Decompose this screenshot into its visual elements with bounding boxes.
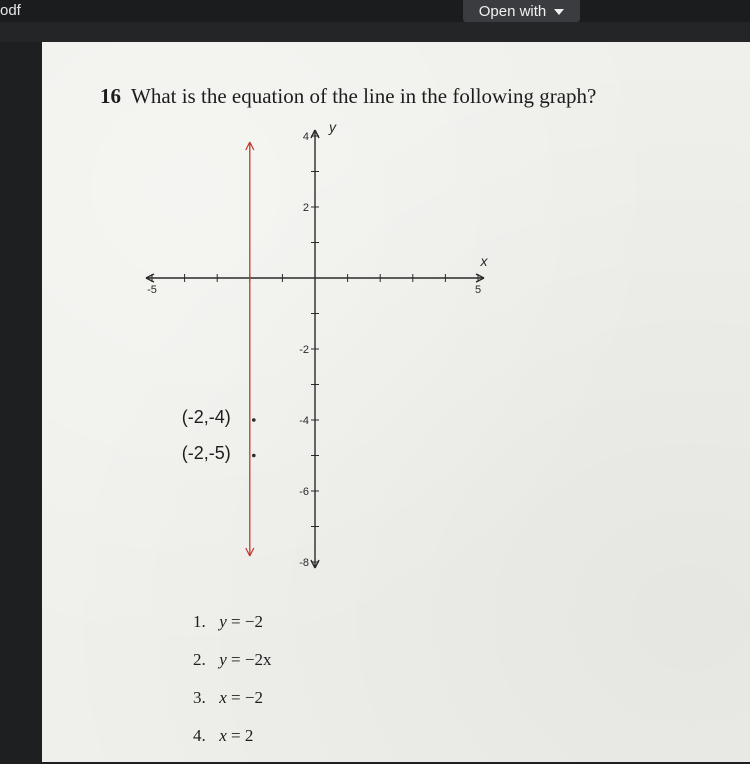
choice-number: 1. bbox=[193, 612, 206, 631]
open-with-label: Open with bbox=[478, 2, 547, 20]
choice-variable: x bbox=[219, 688, 227, 707]
y-axis-label: y bbox=[329, 119, 336, 135]
question-text: What is the equation of the line in the following graph? bbox=[131, 84, 597, 108]
answer-choice[interactable] bbox=[193, 650, 271, 688]
y-tick-label: 4 bbox=[302, 131, 309, 143]
choice-expression: = 2 bbox=[226, 726, 254, 745]
choice-expression: = −2 bbox=[226, 612, 263, 631]
question-number: 16 bbox=[100, 84, 121, 108]
answer-choice[interactable] bbox=[193, 612, 271, 650]
y-tick-label: -4 bbox=[299, 415, 309, 427]
choice-number: 3. bbox=[193, 688, 206, 707]
answer-choice[interactable] bbox=[193, 726, 271, 764]
x-tick-label: -5 bbox=[147, 284, 157, 296]
choice-expression: = −2x bbox=[226, 650, 272, 669]
data-point bbox=[252, 418, 256, 422]
data-point bbox=[252, 454, 256, 458]
choice-variable: y bbox=[219, 650, 227, 669]
x-axis-label: x bbox=[480, 253, 488, 269]
point-label: (-2,-5) bbox=[181, 442, 231, 463]
answer-choices bbox=[193, 612, 271, 764]
choice-variable: y bbox=[219, 612, 227, 631]
choice-variable: x bbox=[219, 726, 227, 745]
choice-expression: = −2 bbox=[226, 688, 263, 707]
answer-choice[interactable] bbox=[193, 688, 271, 726]
x-tick-label: 5 bbox=[474, 284, 482, 296]
y-tick-label: -6 bbox=[299, 486, 309, 498]
y-tick-label: 2 bbox=[302, 202, 309, 214]
y-tick-label: -2 bbox=[299, 344, 309, 356]
file-name: odf bbox=[0, 2, 21, 19]
choice-number: 2. bbox=[193, 650, 206, 669]
point-label: (-2,-4) bbox=[181, 407, 231, 427]
y-tick-label: -8 bbox=[299, 557, 309, 569]
choice-number: 4. bbox=[193, 726, 206, 745]
